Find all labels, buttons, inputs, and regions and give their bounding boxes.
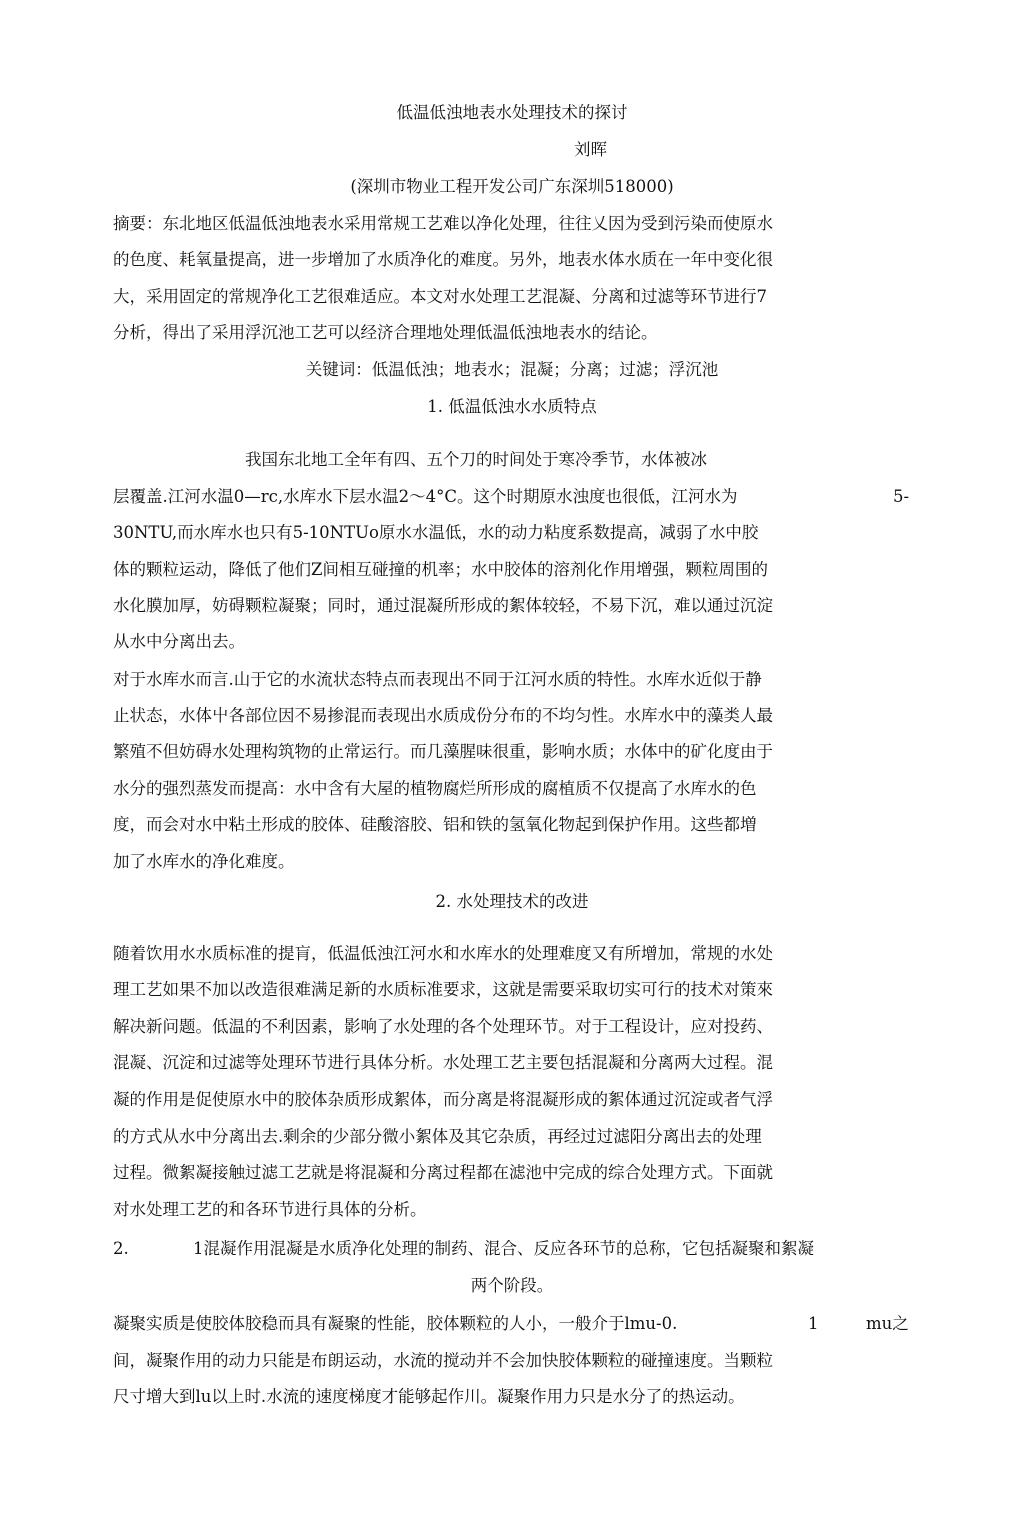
section2-para-line: 凝的作用是促使原水中的胶体杂质形成絮体，而分离是将混凝形成的絮体通过沉淀或者气浮	[113, 1090, 773, 1109]
section1-para1-line: 从水中分离出去。	[113, 632, 245, 651]
section1-para1-line: 30NTU,而水库水也只有5-10NTUo原水水温低，水的动力粘度系数提高，减弱了水中胶	[113, 523, 759, 542]
subsection-heading: 1混凝作用混凝是水质净化处理的制药、混合、反应各环节的总称，它包括凝聚和絮凝	[193, 1239, 814, 1258]
section2-para-line: 随着饮用水水质标准的提肓，低温低浊江河水和水库水的处理难度又有所增加，常规的水处	[113, 944, 773, 963]
section1-para2-line: 度，而会对水中粘土形成的胶体、硅酸溶胶、铝和铁的氢氧化物起到保护作用。这些都増	[113, 815, 757, 834]
section2-para-line: 过程。微絮凝接触过滤工艺就是将混凝和分离过程都在滤池中完成的综合处理方式。下面就	[113, 1163, 773, 1182]
section1-para1-line: 我国东北地工全年有四、五个刀的时间处于寒冷季节，水体被冰	[245, 450, 707, 469]
section2-para-line: 理工艺如果不加以改造很难满足新的水质标准要求，这就是需要采取切实可行的技术对策來	[113, 980, 773, 999]
section-heading-2: 2. 水处理技术的改进	[435, 892, 589, 911]
document-author: 刘晖	[574, 140, 607, 159]
section-heading-1: 1. 低温低浊水水质特点	[427, 397, 597, 416]
subsection-number: 2.	[113, 1239, 129, 1258]
subsection-continuation: 两个阶段。	[470, 1276, 554, 1295]
abstract-line: 的色度、耗氧量提高，进一步增加了水质净化的难度。另外，地表水体水质在一年中变化很	[113, 250, 773, 269]
section1-para1-line: 水化膜加厚，妨碍颗粒凝聚；同时，通过混凝所形成的絮体较轻，不易下沉，难以通过沉淀	[113, 596, 773, 615]
section2-para-line: 对水处理工艺的和各环节进行具体的分析。	[113, 1200, 427, 1219]
section2-para-line: 解决新问题。低温的不利因素，影响了水处理的各个处理环节。对于工程设计，应对投药、	[113, 1017, 773, 1036]
abstract-line: 摘要：东北地区低温低浊地表水采用常规工艺难以净化处理，往往乂因为受到污染而使原水	[113, 214, 773, 233]
section2-para-line: 混凝、沉淀和过滤等处理环节进行具体分析。水处理工艺主要包括混凝和分离两大过程。混	[113, 1053, 773, 1072]
section2-para-line: 的方式从水中分离出去.剩余的少部分微小絮体及其它杂质，再经过过滤阳分离出去的处理	[113, 1127, 762, 1146]
final-para-line: 间，凝聚作用的动力只能是布朗运动，水流的搅动并不会加快胶体颗粒的碰撞速度。当颗粒	[113, 1351, 773, 1370]
final-para-line: 尺寸增大到lu以上时.水流的速度梯度才能够起作川。凝聚作用力只是水分了的热运动。	[113, 1387, 745, 1406]
document-affiliation: (深圳市物业工程开发公司广东深圳518000)	[350, 177, 674, 196]
final-para-line: 凝聚实质是使胶体胶稳而具有凝聚的性能，胶体颗粒的人小，一般介于lmu-0.	[113, 1314, 678, 1333]
section1-para2-line: 繁殖不但妨碍水处理构筑物的止常运行。而几藻腥味很重，影响水质；水体中的矿化度由于	[113, 742, 773, 761]
abstract-line: 分析，得出了采用浮沉池工艺可以经济合理地处理低温低浊地表水的结论。	[113, 323, 658, 342]
section1-para1-line: 层覆盖.江河水温0—rc,水库水下层水温2～4°C。这个时期原水浊度也很低，江河水为	[113, 487, 738, 506]
section1-para2-line: 对于水库水而言.山于它的水流状态特点而表现出不同于江河水质的特性。水库水近似于静	[113, 670, 762, 689]
section1-para2-line: 止状态，水体屮各部位因不易掺混而表现出水质成份分布的不均匀性。水库水中的藻类人最	[113, 706, 773, 725]
section1-para2-line: 水分的强烈蒸发而提高：水中含有大屋的植物腐烂所形成的腐植质不仅提高了水库水的色	[113, 779, 757, 798]
final-para-fragment: 1	[808, 1314, 819, 1333]
section1-para2-line: 加了水库水的净化难度。	[113, 852, 295, 871]
section1-para1-line-tail: 5-	[893, 487, 910, 506]
final-para-fragment: mu之	[866, 1314, 909, 1333]
document-title: 低温低浊地表水处理技术的探讨	[396, 103, 628, 122]
keywords: 关键词：低温低浊；地表水；混凝；分离；过滤；浮沉池	[305, 360, 719, 379]
section1-para1-line: 体的颗粒运动，降低了他们Z间相互碰撞的机率；水中胶体的溶剂化作用增强，颗粒周围的	[113, 560, 768, 579]
abstract-line: 大，采用固定的常规净化工艺很难适应。本文对水处理工艺混凝、分离和过滤等环节进行7	[113, 287, 767, 306]
